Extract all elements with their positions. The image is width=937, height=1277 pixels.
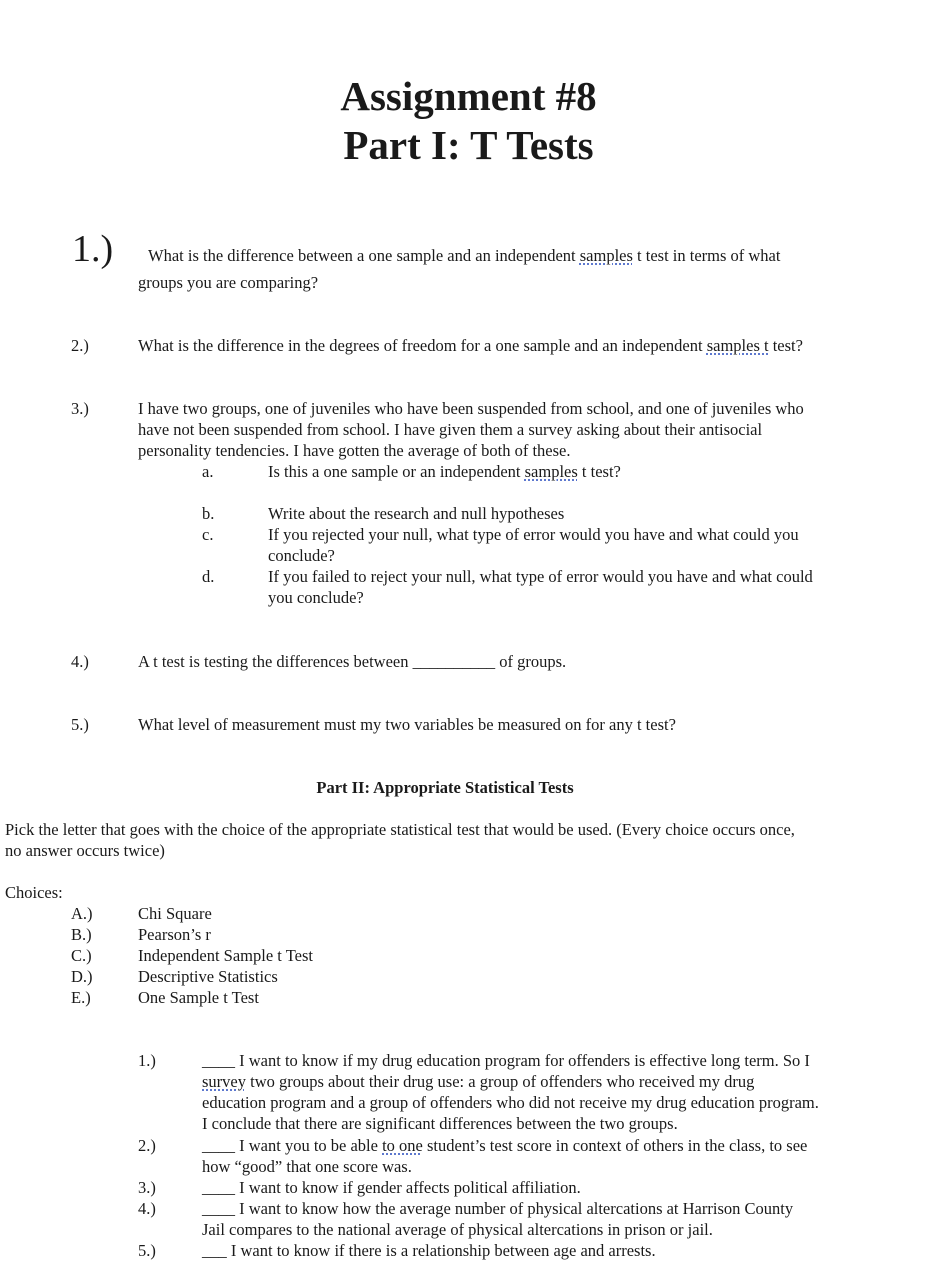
question-3-line-3: personality tendencies. I have gotten the average of both of these. bbox=[138, 441, 571, 460]
choice-letter: E.) bbox=[71, 988, 91, 1007]
choice-text: Chi Square bbox=[138, 904, 212, 923]
item-number-3: 3.) bbox=[138, 1178, 156, 1197]
choice-letter: D.) bbox=[71, 967, 93, 986]
subquestion-d-line-1: If you failed to reject your null, what type of error would you have and what could bbox=[268, 567, 813, 586]
subquestion-b-text: Write about the research and null hypotheses bbox=[268, 504, 565, 523]
choice-text: One Sample t Test bbox=[138, 988, 259, 1007]
question-number-3: 3.) bbox=[71, 399, 89, 418]
subquestion-c-line-2: conclude? bbox=[268, 546, 335, 565]
title-line-2: Part I: T Tests bbox=[343, 122, 594, 168]
choice-letter: A.) bbox=[71, 904, 93, 923]
question-number-4: 4.) bbox=[71, 652, 89, 671]
subquestion-a-text: Is this a one sample or an independent samples t test? bbox=[268, 462, 621, 481]
title-line-1: Assignment #8 bbox=[340, 73, 597, 119]
choice-letter: B.) bbox=[71, 925, 92, 944]
question-3-line-2: have not been suspended from school. I have given them a survey asking about their antisocial bbox=[138, 420, 763, 439]
item-number-5: 5.) bbox=[138, 1241, 156, 1260]
instructions-line-1: Pick the letter that goes with the choice of the appropriate statistical test that would be used. (Every choice occurs once, bbox=[5, 820, 795, 839]
question-number-5: 5.) bbox=[71, 715, 89, 734]
subquestion-d-line-2: you conclude? bbox=[268, 588, 364, 607]
spelling-flag: survey bbox=[202, 1072, 246, 1091]
subquestion-c-letter: c. bbox=[202, 525, 214, 544]
item-number-2: 2.) bbox=[138, 1136, 156, 1155]
choice-text: Independent Sample t Test bbox=[138, 946, 313, 965]
question-3-line-1: I have two groups, one of juveniles who have been suspended from school, and one of juveniles who bbox=[138, 399, 804, 418]
question-1-line-1: What is the difference between a one sample and an independent samples t test in terms of what bbox=[148, 246, 781, 265]
question-2-text: What is the difference in the degrees of freedom for a one sample and an independent samples t test? bbox=[138, 336, 803, 355]
part-2-heading: Part II: Appropriate Statistical Tests bbox=[316, 778, 574, 797]
instructions-line-2: no answer occurs twice) bbox=[5, 841, 165, 860]
subquestion-a-letter: a. bbox=[202, 462, 214, 481]
question-1-line-2: groups you are comparing? bbox=[138, 273, 319, 292]
question-number-2: 2.) bbox=[71, 336, 89, 355]
item-1-line-2: survey two groups about their drug use: a group of offenders who received my drug bbox=[202, 1072, 755, 1091]
subquestion-c-line-1: If you rejected your null, what type of error would you have and what could you bbox=[268, 525, 799, 544]
subquestion-b-letter: b. bbox=[202, 504, 215, 523]
subquestion-d-letter: d. bbox=[202, 567, 215, 586]
item-5-line-1: ___ I want to know if there is a relationship between age and arrests. bbox=[202, 1241, 656, 1260]
item-3-line-1: ____ I want to know if gender affects political affiliation. bbox=[202, 1178, 581, 1197]
item-2-line-1: ____ I want you to be able to one student’s test score in context of others in the class, to see bbox=[202, 1136, 808, 1155]
item-number-1: 1.) bbox=[138, 1051, 156, 1070]
item-1-line-3: education program and a group of offenders who did not receive my drug education program. bbox=[202, 1093, 819, 1112]
item-2-line-2: how “good” that one score was. bbox=[202, 1157, 412, 1176]
item-4-line-2: Jail compares to the national average of physical altercations in prison or jail. bbox=[202, 1220, 713, 1239]
choice-text: Pearson’s r bbox=[138, 925, 211, 944]
spelling-flag: samples bbox=[524, 462, 578, 481]
item-number-4: 4.) bbox=[138, 1199, 156, 1218]
item-4-line-1: ____ I want to know how the average number of physical altercations at Harrison County bbox=[202, 1199, 794, 1218]
item-1-line-4: I conclude that there are significant differences between the two groups. bbox=[202, 1114, 678, 1133]
spelling-flag: to one bbox=[382, 1136, 423, 1155]
choice-text: Descriptive Statistics bbox=[138, 967, 278, 986]
spelling-flag: samples t bbox=[706, 336, 769, 355]
item-1-line-1: ____ I want to know if my drug education program for offenders is effective long term. So I bbox=[202, 1051, 810, 1070]
question-number-1: 1.) bbox=[72, 228, 114, 270]
spelling-flag: samples bbox=[579, 246, 633, 265]
question-5-text: What level of measurement must my two variables be measured on for any t test? bbox=[138, 715, 676, 734]
choice-letter: C.) bbox=[71, 946, 92, 965]
question-4-text: A t test is testing the differences between __________ of groups. bbox=[138, 652, 567, 671]
choices-label: Choices: bbox=[5, 883, 63, 902]
